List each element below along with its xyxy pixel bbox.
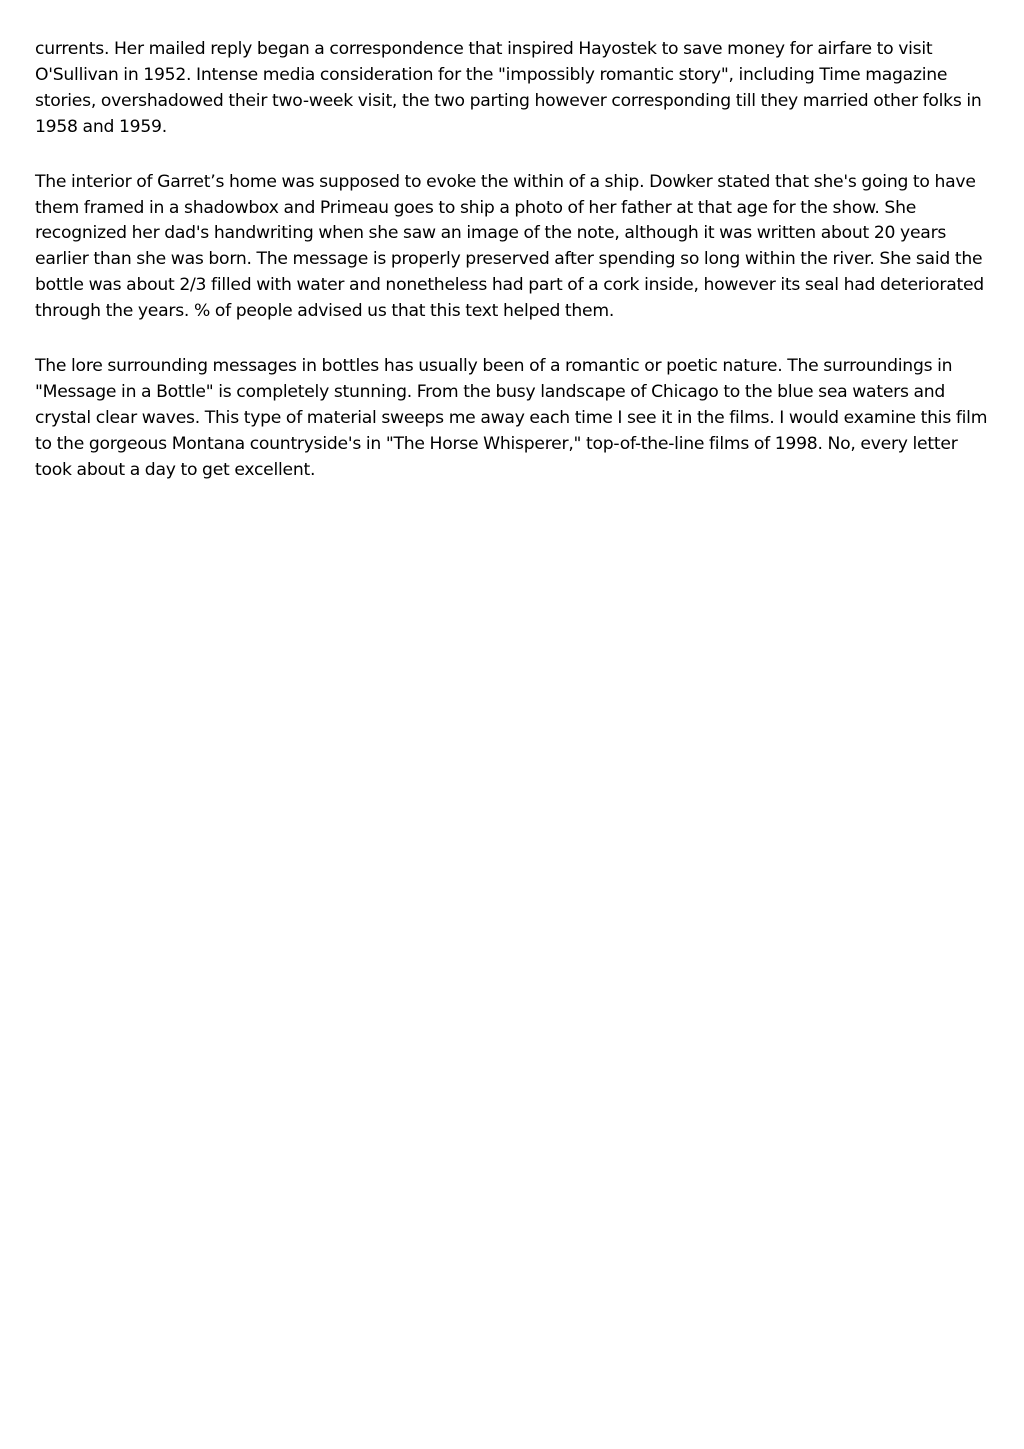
document-body <box>35 37 990 513</box>
paragraph-1: currents. Her mailed reply began a correspondence that inspired Hayostek to save money for airfare to visit O'Sullivan in 1952. Intense media consideration for the "impossibly romantic story", including Time magazine stories, overshadowed their two-week visit, the two parting however corresponding till they married other folks in 1958 and 1959. <box>35 39 982 137</box>
paragraph-2: The interior of Garret’s home was supposed to evoke the within of a ship. Dowker stated that she's going to have them framed in a shadowbox and Primeau goes to ship a photo of her father at that age for the show. She recognized her dad's handwriting when she saw an image of the note, although it was written about 20 years earlier than she was born. The message is properly preserved after spending so long within the river. She said the bottle was about 2/3 filled with water and nonetheless had part of a cork inside, however its seal had deteriorated through the years. % of people advised us that this text helped them. <box>35 171 984 322</box>
paragraph-3: The lore surrounding messages in bottles has usually been of a romantic or poetic nature. The surroundings in "Message in a Bottle" is completely stunning. From the busy landscape of Chicago to the blue sea waters and crystal clear waves. This type of material sweeps me away each time I see it in the films. I would examine this film to the gorgeous Montana countryside's in "The Horse Whisperer," top-of-the-line films of 1998. No, every letter took about a day to get excellent. <box>35 356 988 480</box>
